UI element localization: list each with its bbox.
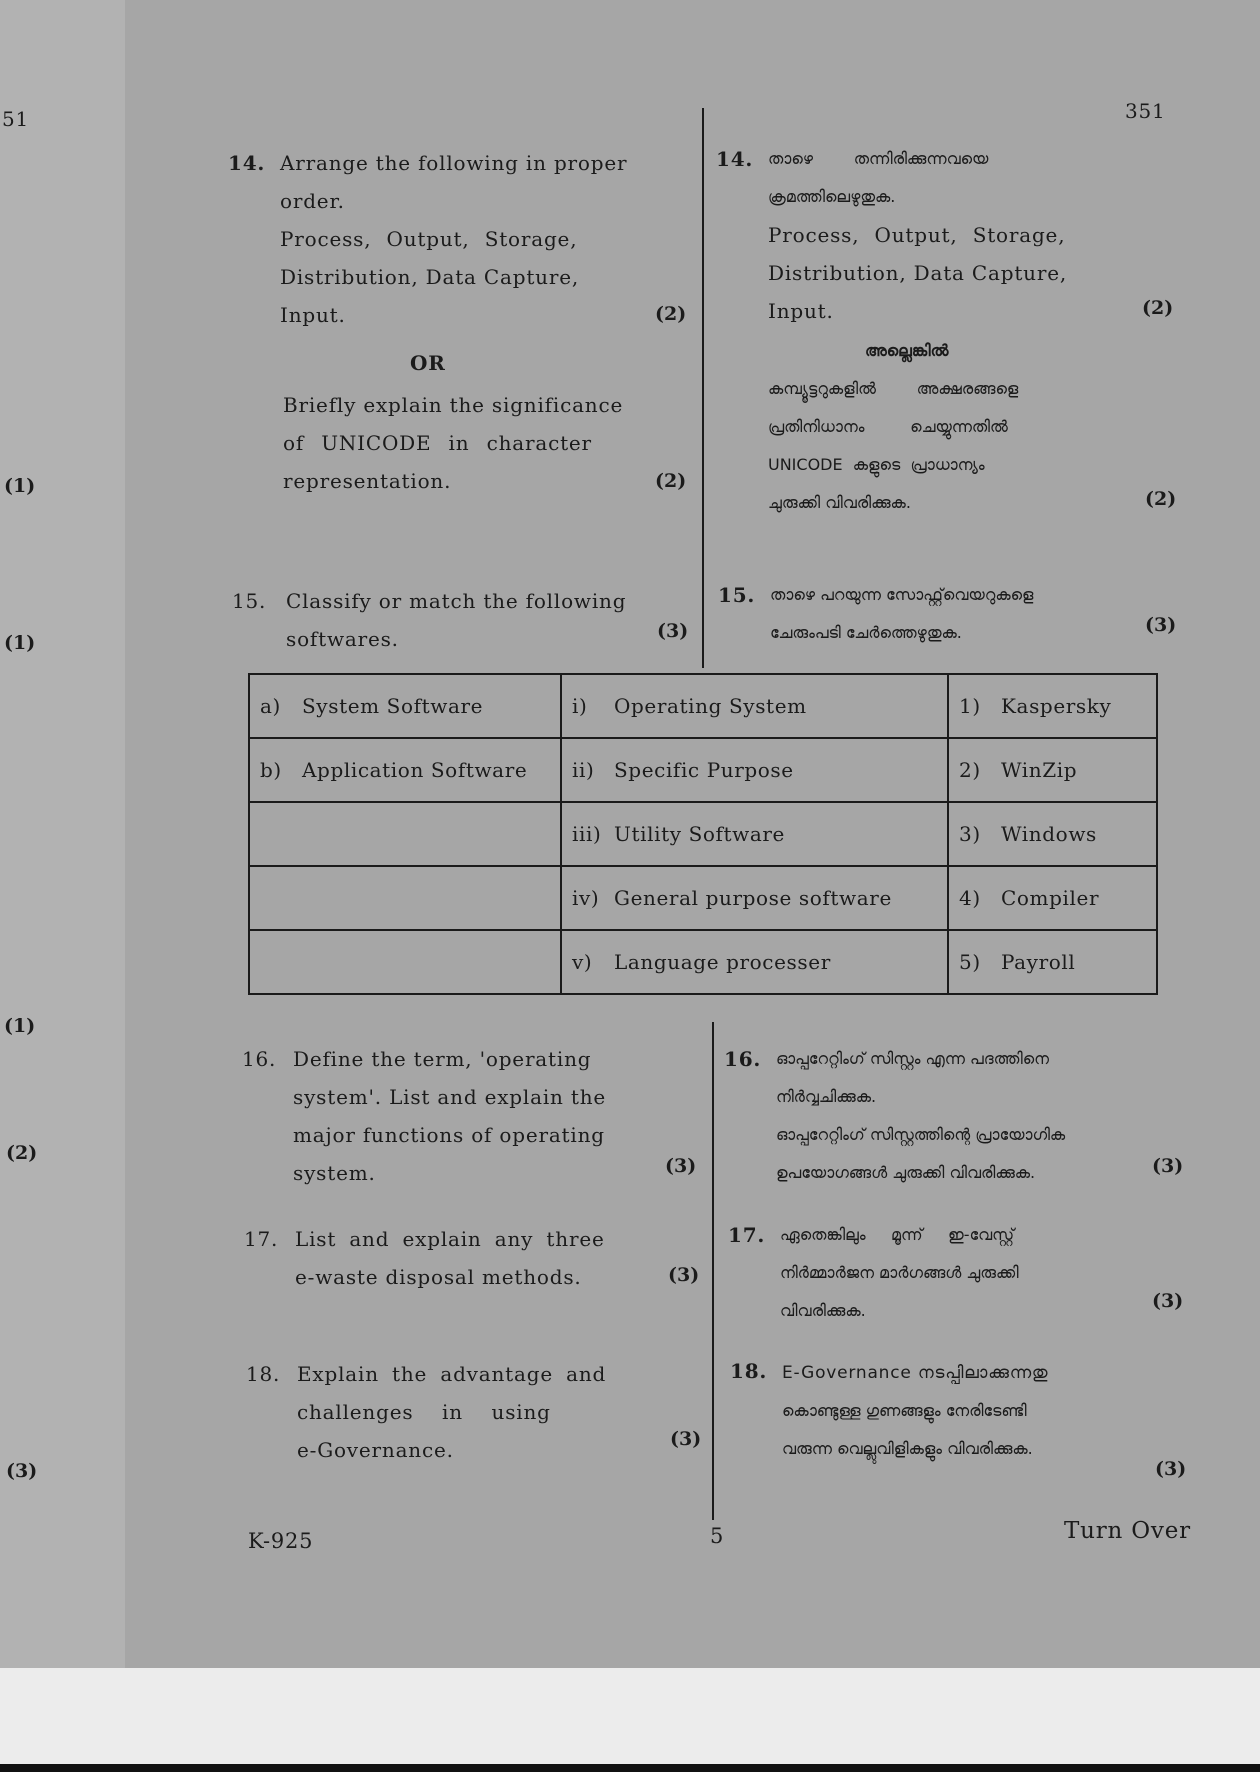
or-label: OR — [410, 351, 446, 375]
question-number: 15. — [718, 583, 756, 607]
table-cell — [948, 866, 1157, 930]
table-cell — [948, 674, 1157, 738]
table-row — [249, 674, 1157, 738]
cell-label: ii) — [572, 758, 595, 782]
text-line: ക്രമത്തിലെഴുതുക. — [768, 187, 896, 206]
text-line: പ്രതിനിധാനം ചെയ്യുന്നതിൽ — [768, 417, 1008, 436]
or-label-malayalam: അല്ലെങ്കിൽ — [865, 341, 949, 360]
footer-page-number: 5 — [710, 1524, 725, 1548]
column-divider — [712, 1022, 714, 1520]
text-line: of UNICODE in character — [283, 431, 592, 455]
cell-text: System Software — [302, 694, 484, 718]
marks-label: (2) — [1145, 488, 1177, 510]
question-14-english — [280, 144, 630, 334]
table-cell — [561, 930, 948, 994]
text-line: softwares. — [286, 627, 399, 651]
question-number: 16. — [724, 1047, 762, 1071]
question-16-malayalam — [776, 1040, 1156, 1192]
text-line: UNICODE കളുടെ പ്രാധാന്യം — [768, 455, 985, 474]
table-cell — [561, 738, 948, 802]
question-17-malayalam — [780, 1216, 1150, 1330]
question-number: 18. — [246, 1362, 281, 1386]
margin-mark: (1) — [4, 1015, 36, 1037]
table-cell — [948, 930, 1157, 994]
question-number: 14. — [716, 147, 754, 171]
cell-label: i) — [572, 694, 588, 718]
cell-label: 3) — [959, 822, 981, 846]
table-cell — [561, 866, 948, 930]
margin-mark: (1) — [4, 632, 36, 654]
text-line: e-waste disposal methods. — [295, 1265, 582, 1289]
marks-label: (3) — [668, 1264, 700, 1286]
question-18-malayalam — [782, 1352, 1162, 1468]
turn-over-label: Turn Over — [1064, 1518, 1191, 1544]
scan-bottom-bar — [0, 1764, 1260, 1772]
cell-text: Utility Software — [614, 822, 785, 846]
question-number: 16. — [242, 1047, 277, 1071]
cell-label: 1) — [959, 694, 981, 718]
question-14-alt-english — [283, 386, 633, 500]
text-line: major functions of operating — [293, 1123, 605, 1147]
cell-text: Compiler — [1001, 886, 1100, 910]
marks-label: (3) — [1152, 1290, 1184, 1312]
table-row — [249, 802, 1157, 866]
cell-text: Kaspersky — [1001, 694, 1112, 718]
cell-text: Language processer — [614, 950, 831, 974]
text-line — [782, 1352, 1162, 1392]
marks-label: (2) — [1142, 297, 1174, 319]
cell-label: iv) — [572, 886, 600, 910]
text-line: order. — [280, 189, 345, 213]
text-line: Process, Output, Storage, — [768, 223, 1066, 247]
page-number: 351 — [1125, 99, 1166, 123]
question-number: 15. — [232, 589, 267, 613]
column-divider — [702, 108, 704, 668]
margin-mark: (3) — [6, 1460, 38, 1482]
text-line: Explain the advantage and — [297, 1362, 607, 1386]
text-line: challenges in using — [297, 1400, 551, 1424]
table-cell — [561, 802, 948, 866]
text-line: നിർവ്വചിക്കുക. — [776, 1087, 877, 1106]
text-line: ചുരുക്കി വിവരിക്കുക. — [768, 493, 911, 512]
text-line: Process, Output, Storage, — [280, 227, 578, 251]
text-line: കൊണ്ടുള്ള ഗുണങ്ങളും നേരിടേണ്ടി — [782, 1401, 1027, 1420]
marks-label: (3) — [1155, 1458, 1187, 1480]
marks-label: (3) — [670, 1428, 702, 1450]
question-number: 14. — [228, 151, 266, 175]
question-14-malayalam — [768, 140, 1138, 330]
question-14-alt-malayalam — [768, 370, 1138, 522]
paper-code: K-925 — [248, 1529, 314, 1553]
table-cell — [948, 802, 1157, 866]
question-15-malayalam — [770, 576, 1140, 652]
text-line: വരുന്ന വെല്ലുവിളികളും വിവരിക്കുക. — [782, 1439, 1033, 1458]
page-bottom-margin — [0, 1668, 1260, 1772]
cell-label: 4) — [959, 886, 981, 910]
question-number: 18. — [730, 1359, 768, 1383]
cell-label: 5) — [959, 950, 981, 974]
marks-label: (2) — [655, 470, 687, 492]
text-line: ചേരുംപടി ചേർത്തെഴുതുക. — [770, 623, 962, 642]
table-cell — [561, 674, 948, 738]
table-cell — [249, 930, 561, 994]
cell-label: a) — [260, 694, 281, 718]
table-cell — [249, 674, 561, 738]
marks-label: (3) — [1145, 614, 1177, 636]
text-line: Input. — [280, 303, 346, 327]
marks-label: (2) — [655, 303, 687, 325]
marks-label: (3) — [665, 1155, 697, 1177]
left-margin-number: 51 — [2, 107, 30, 131]
cell-text: General purpose software — [614, 886, 892, 910]
text-line: Arrange the following in proper — [280, 151, 628, 175]
text-line: വിവരിക്കുക. — [780, 1301, 866, 1320]
cell-label: v) — [572, 950, 593, 974]
text-line: നിർമ്മാർജന മാർഗങ്ങൾ ചുരുക്കി — [780, 1263, 1019, 1282]
margin-mark: (2) — [6, 1142, 38, 1164]
text-line: Briefly explain the significance — [283, 393, 624, 417]
text-line: Define the term, 'operating — [293, 1047, 592, 1071]
text-line: ഓപ്പറേറ്റിംഗ് സിസ്റ്റം എന്ന പദത്തിനെ — [776, 1049, 1050, 1068]
text-line: Input. — [768, 299, 834, 323]
text-line: system'. List and explain the — [293, 1085, 607, 1109]
text-line: ഏതെങ്കിലും മൂന്ന് ഇ-വേസ്റ്റ് — [780, 1225, 1015, 1244]
cell-label: iii) — [572, 822, 602, 846]
cell-text: Operating System — [614, 694, 807, 718]
cell-text: Windows — [1001, 822, 1097, 846]
text-line: system. — [293, 1161, 376, 1185]
marks-label: (3) — [1152, 1155, 1184, 1177]
text-line: Classify or match the following — [286, 589, 627, 613]
margin-mark: (1) — [4, 475, 36, 497]
cell-text: Payroll — [1001, 950, 1076, 974]
text-line: കമ്പ്യൂട്ടറുകളിൽ അക്ഷരങ്ങളെ — [768, 379, 1019, 398]
table-cell — [948, 738, 1157, 802]
table-cell — [249, 866, 561, 930]
table-row — [249, 738, 1157, 802]
table-cell — [249, 738, 561, 802]
text-line: താഴെ തന്നിരിക്കുന്നവയെ — [768, 149, 989, 168]
text-line: ഉപയോഗങ്ങൾ ചുരുക്കി വിവരിക്കുക. — [776, 1163, 1036, 1182]
cell-text: Specific Purpose — [614, 758, 794, 782]
cell-text: WinZip — [1001, 758, 1078, 782]
text-line: Distribution, Data Capture, — [768, 261, 1068, 285]
text-line: Distribution, Data Capture, — [280, 265, 580, 289]
table-cell — [249, 802, 561, 866]
question-18-english — [297, 1355, 647, 1469]
software-match-table — [248, 673, 1158, 995]
text-line: List and explain any three — [295, 1227, 605, 1251]
text-line: e-Governance. — [297, 1438, 454, 1462]
marks-label: (3) — [657, 620, 689, 642]
table-row — [249, 930, 1157, 994]
previous-page-edge — [0, 0, 125, 1668]
question-number: 17. — [244, 1227, 279, 1251]
text-line: താഴെ പറയുന്ന സോഫ്റ്റ്‌വെയറുകളെ — [770, 585, 1034, 604]
text-line: ഓപ്പറേറ്റിംഗ് സിസ്റ്റത്തിന്റെ പ്രായോഗിക — [776, 1125, 1066, 1144]
question-15-english — [286, 582, 636, 658]
question-17-english — [295, 1220, 645, 1296]
table-row — [249, 866, 1157, 930]
question-number: 17. — [728, 1223, 766, 1247]
cell-label: b) — [260, 758, 282, 782]
text-span: E-Governance നടപ്പിലാക്കുന്നതു — [782, 1363, 1049, 1383]
cell-label: 2) — [959, 758, 981, 782]
text-line: representation. — [283, 469, 452, 493]
cell-text: Application Software — [302, 758, 528, 782]
question-16-english — [293, 1040, 643, 1192]
